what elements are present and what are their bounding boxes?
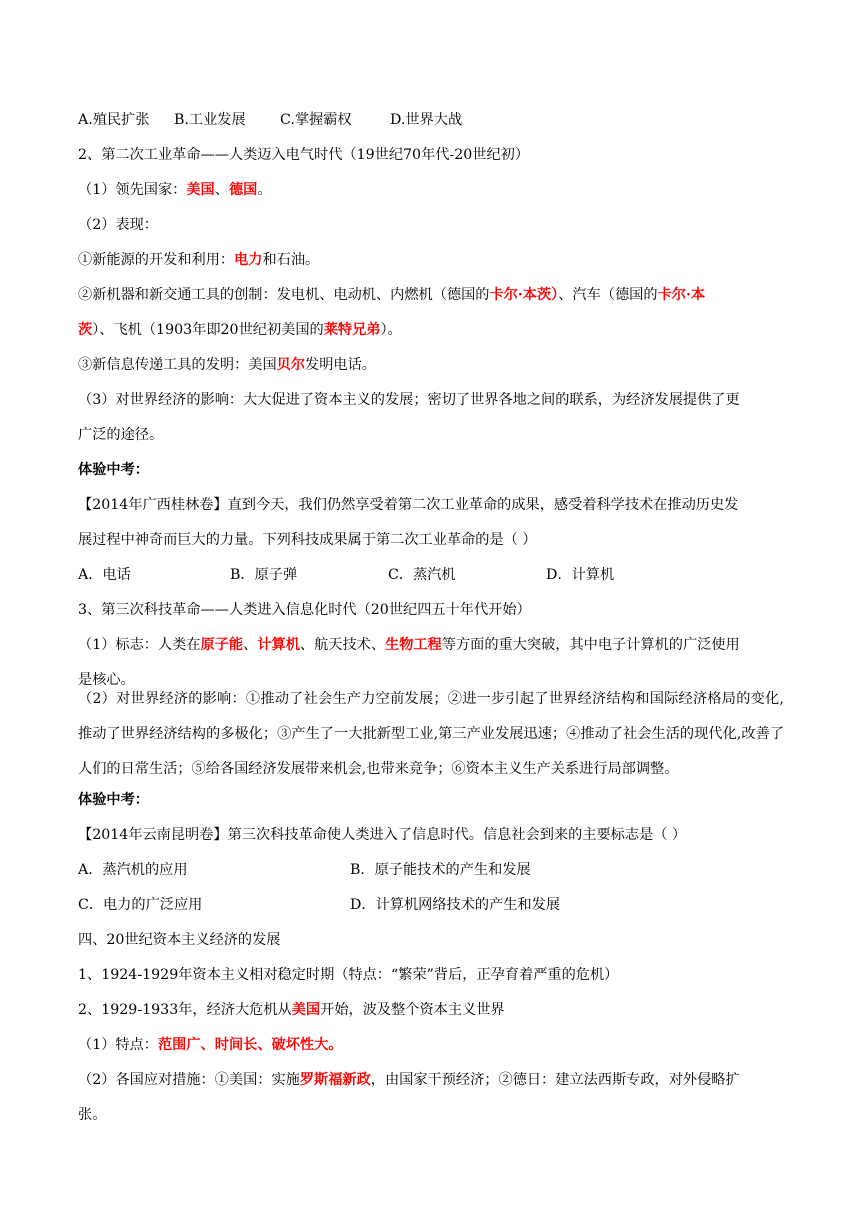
text: 开始，波及整个资本主义世界	[320, 1002, 505, 1018]
option-d: D．计算机网络技术的产生和发展	[350, 897, 561, 913]
highlight: 破坏性大	[271, 1037, 329, 1053]
exam-question: 【2014年云南昆明卷】第三次科技革命使人类进入了信息时代。信息社会到来的主要标志是（ ）	[78, 827, 687, 843]
text: ）、飞机（1903年即20世纪初美国的	[92, 322, 324, 338]
highlight: 生物工程	[385, 637, 442, 653]
highlight: 德国	[228, 182, 258, 198]
section-title: 2、第二次工业革命——人类迈入电气时代（19世纪70年代-20世纪初）	[78, 147, 530, 163]
text: 、	[243, 637, 258, 653]
highlight: 茨	[78, 322, 93, 338]
text: ①新能源的开发和利用：	[78, 252, 235, 268]
highlight: 美国	[186, 182, 215, 198]
paragraph	[78, 320, 784, 340]
text: 2、1929-1933年，经济大危机从	[78, 1002, 292, 1018]
paragraph	[78, 1000, 784, 1020]
highlight: 美国	[291, 1002, 321, 1018]
paragraph: 1、1924-1929年资本主义相对稳定时期（特点：“繁荣”背后，正孕育着严重的危机）	[78, 967, 619, 983]
option-b: B.工业发展	[174, 112, 246, 128]
paragraph: 张。	[78, 1107, 107, 1123]
option-a: A．蒸汽机的应用	[78, 862, 188, 878]
text: （1）标志：人类在	[78, 637, 201, 653]
text: 发明电话。	[305, 357, 376, 373]
highlight: 范围广	[157, 1037, 201, 1053]
question-options	[78, 860, 784, 880]
option-b: B．原子能技术的产生和发展	[350, 862, 531, 878]
text: 和石油。	[262, 252, 320, 268]
highlight: 电力	[234, 252, 263, 268]
option-a: A.殖民扩张	[78, 112, 150, 128]
text: 。	[257, 182, 272, 198]
exam-heading: 体验中考：	[78, 462, 149, 478]
paragraph: 是核心。	[78, 672, 135, 688]
highlight: 、	[200, 1037, 215, 1053]
text: ③新信息传递工具的发明：美国	[78, 357, 277, 373]
option-c: C．电力的广泛应用	[78, 897, 203, 913]
highlight: 时间长	[214, 1037, 258, 1053]
text: （1）领先国家：	[78, 182, 187, 198]
exam-heading: 体验中考：	[78, 792, 149, 808]
highlight: 原子能	[200, 637, 244, 653]
highlight: 。	[328, 1037, 343, 1053]
paragraph: （3）对世界经济的影响：大大促进了资本主义的发展；密切了世界各地之间的联系，为经济发展提供了更	[78, 392, 740, 408]
option-a: A．电话	[78, 567, 131, 583]
question-options	[78, 895, 784, 915]
paragraph: 广泛的途径。	[78, 427, 164, 443]
text: （2）各国应对措施：①美国：实施	[78, 1072, 300, 1088]
highlight: 罗斯福新政	[299, 1072, 371, 1088]
paragraph: （2）表现：	[78, 217, 158, 233]
section-title: 四、20世纪资本主义经济的发展	[78, 932, 281, 948]
highlight: 莱特兄弟	[323, 322, 381, 338]
highlight: 卡尔·本茨）	[489, 287, 559, 303]
option-c: C.掌握霸权	[280, 112, 352, 128]
paragraph	[78, 635, 784, 655]
paragraph	[78, 250, 784, 270]
text: （1）特点：	[78, 1037, 158, 1053]
question-options	[78, 110, 784, 130]
option-d: D.世界大战	[390, 112, 463, 128]
highlight: 计算机	[257, 637, 300, 653]
text: 、航天技术、	[299, 637, 386, 653]
paragraph	[78, 180, 784, 200]
paragraph: （2）对世界经济的影响：①推动了社会生产力空前发展；②进一步引起了世界经济结构和国际经济格局的变化,推动了世界经济结构的多极化；③产生了一大批新型工业,第三产业发展迅速；④推动了社会生活的现代化,改善了人们的日常生活；⑤给各国经济发展带来机会,也带来竞争；⑥资本主义生产关系进行局部调整。	[78, 691, 784, 777]
text: ②新机器和新交通工具的创制：发电机、电动机、内燃机（德国的	[78, 287, 490, 303]
paragraph	[78, 285, 784, 305]
option-b: B．原子弹	[230, 567, 298, 583]
paragraph	[78, 1070, 784, 1090]
question-options	[78, 565, 784, 585]
highlight: 、	[257, 1037, 272, 1053]
text: 、	[214, 182, 229, 198]
exam-question: 【2014年广西桂林卷】直到今天，我们仍然享受着第二次工业革命的成果，感受着科学技术在推动历史发	[78, 497, 739, 513]
paragraph	[78, 1035, 784, 1055]
exam-question: 展过程中神奇而巨大的力量。下列科技成果属于第二次工业革命的是（ ）	[78, 532, 537, 548]
section-title: 3、第三次科技革命——人类进入信息化时代（20世纪四五十年代开始）	[78, 602, 531, 618]
text: ，由国家干预经济；②德日：建立法西斯专政，对外侵略扩	[370, 1072, 740, 1088]
paragraph	[78, 355, 784, 375]
text: ）。	[380, 322, 402, 338]
highlight: 卡尔·本	[657, 287, 706, 303]
highlight: 贝尔	[276, 357, 306, 373]
option-c: C．蒸汽机	[388, 567, 456, 583]
text: 、汽车（德国的	[558, 287, 658, 303]
text: 等方面的重大突破，其中电子计算机的广泛使用	[441, 637, 740, 653]
option-d: D．计算机	[546, 567, 615, 583]
